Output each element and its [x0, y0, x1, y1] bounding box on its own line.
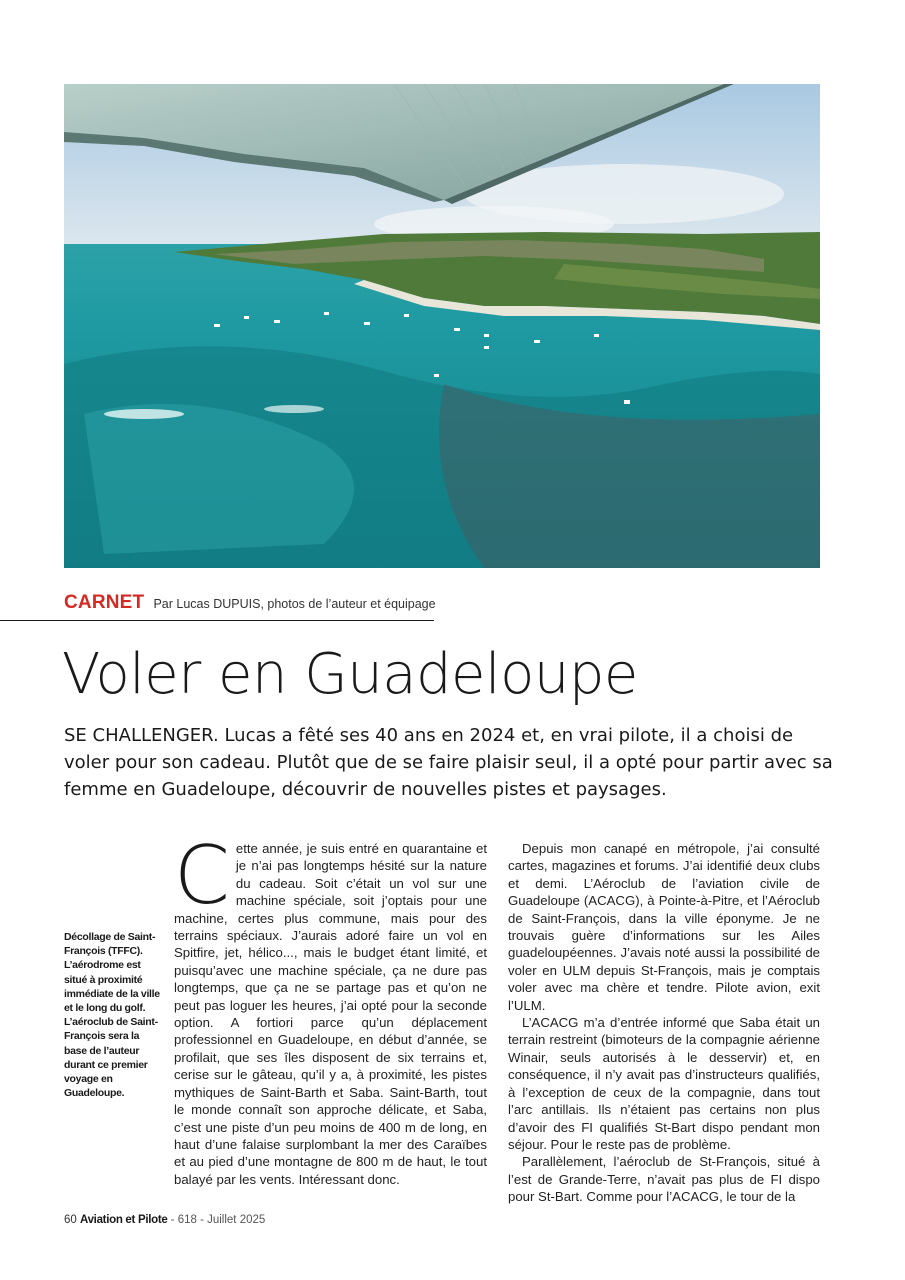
article-column-2	[508, 840, 820, 1206]
article-column-1	[174, 829, 487, 1188]
paragraph	[174, 829, 487, 1188]
drop-cap: C	[174, 829, 230, 922]
section-divider	[0, 620, 434, 621]
paragraph: L’ACACG m’a d’entrée informé que Saba était un terrain restreint (bimoteurs de la compagnie aérienne Winair, seuls autorisés à le desservir) et, en conséquence, il n’y avait pas d’instructeurs qualifiés, à l’exception de ceux de la compagnie, dans tout l’arc antillais. Ils n’étaient pas certains non plus d’avoir des FI qualifiés St-Bart dispo pendant mon séjour. Pour le reste pas de problème.	[508, 1015, 820, 1152]
paragraph: Depuis mon canapé en métropole, j’ai consulté cartes, magazines et forums. J’ai identifié deux clubs et demi. L’Aéroclub de l’aviation civile de Guadeloupe (ACACG), à Pointe-à-Pitre, et l’Aéroclub de Saint-François, dans la ville éponyme. Je ne trouvais guère d’informations sur les Ailes guadeloupéennes. J’avais noté aussi la possibilité de voler en ULM depuis St-François, mais je comptais voler avec ma chère et tendre. Pilote avion, exit l’ULM.	[508, 841, 820, 1013]
section-rubric: CARNET	[64, 592, 145, 613]
page-footer	[64, 1214, 265, 1226]
paragraph-text: ette année, je suis entré en quarantaine et je n’ai pas longtemps hésité sur la nature du cadeau. Soit c’était un vol sur une machine spéciale, soit j’optais pour une machine, certes plus commune, mais pour des terrains spéciaux. J’aurais adoré faire un vol en Spitfire, jet, hélico..., mais le budget étant limité, et puisqu’avec une machine spéciale, ça ne dure pas longtemps, que ça ne se partage pas et qu’on ne peut pas loguer les heures, j’ai opté pour la seconde option. A fortiori parce qu’un déplacement professionnel en Guadeloupe, en début d’année, se profilait, que ses îles disposent de six terrains et, cerise sur le gâteau, qu’il y a, à proximité, les pistes mythiques de Saint-Barth et Saba. Saint-Barth, tout le monde connaît son approche délicate, et Saba, c’est une piste d’un peu moins de 400 m de long, en haut d’une falaise surplombant la mer des Caraïbes et au pied d’une montagne de 800 m de haut, le tout balayé par les vents. Intéressant donc.	[174, 841, 487, 1187]
paragraph: Parallèlement, l’aéroclub de St-François, situé à l’est de Grande-Terre, n’avait pas plus de FI dispo pour St-Bart. Comme pour l’ACACG, le tour de la	[508, 1154, 820, 1205]
author-byline: Par Lucas DUPUIS, photos de l’auteur et équipage	[153, 597, 436, 611]
photo-caption: Décollage de Saint-François (TFFC). L’aérodrome est situé à proximité immédiate de la ville et le long du golf. L’aéroclub de Saint-François sera la base de l’auteur durant ce premier voyage en Guadeloupe.	[64, 931, 160, 1100]
article-standfirst: SE CHALLENGER. Lucas a fêté ses 40 ans en 2024 et, en vrai pilote, il a choisi de voler pour son cadeau. Plutôt que de se faire plaisir seul, il a opté pour partir avec sa femme en Guadeloupe, découvrir de nouvelles pistes et paysages.	[64, 725, 833, 800]
article-title: Voler en Guadeloupe	[62, 642, 638, 707]
magazine-name: Aviation et Pilote	[80, 1214, 168, 1226]
hero-photo	[64, 84, 820, 568]
issue-info: - 618 - Juillet 2025	[170, 1214, 266, 1226]
page-number: 60	[64, 1214, 77, 1226]
section-header	[64, 592, 464, 620]
